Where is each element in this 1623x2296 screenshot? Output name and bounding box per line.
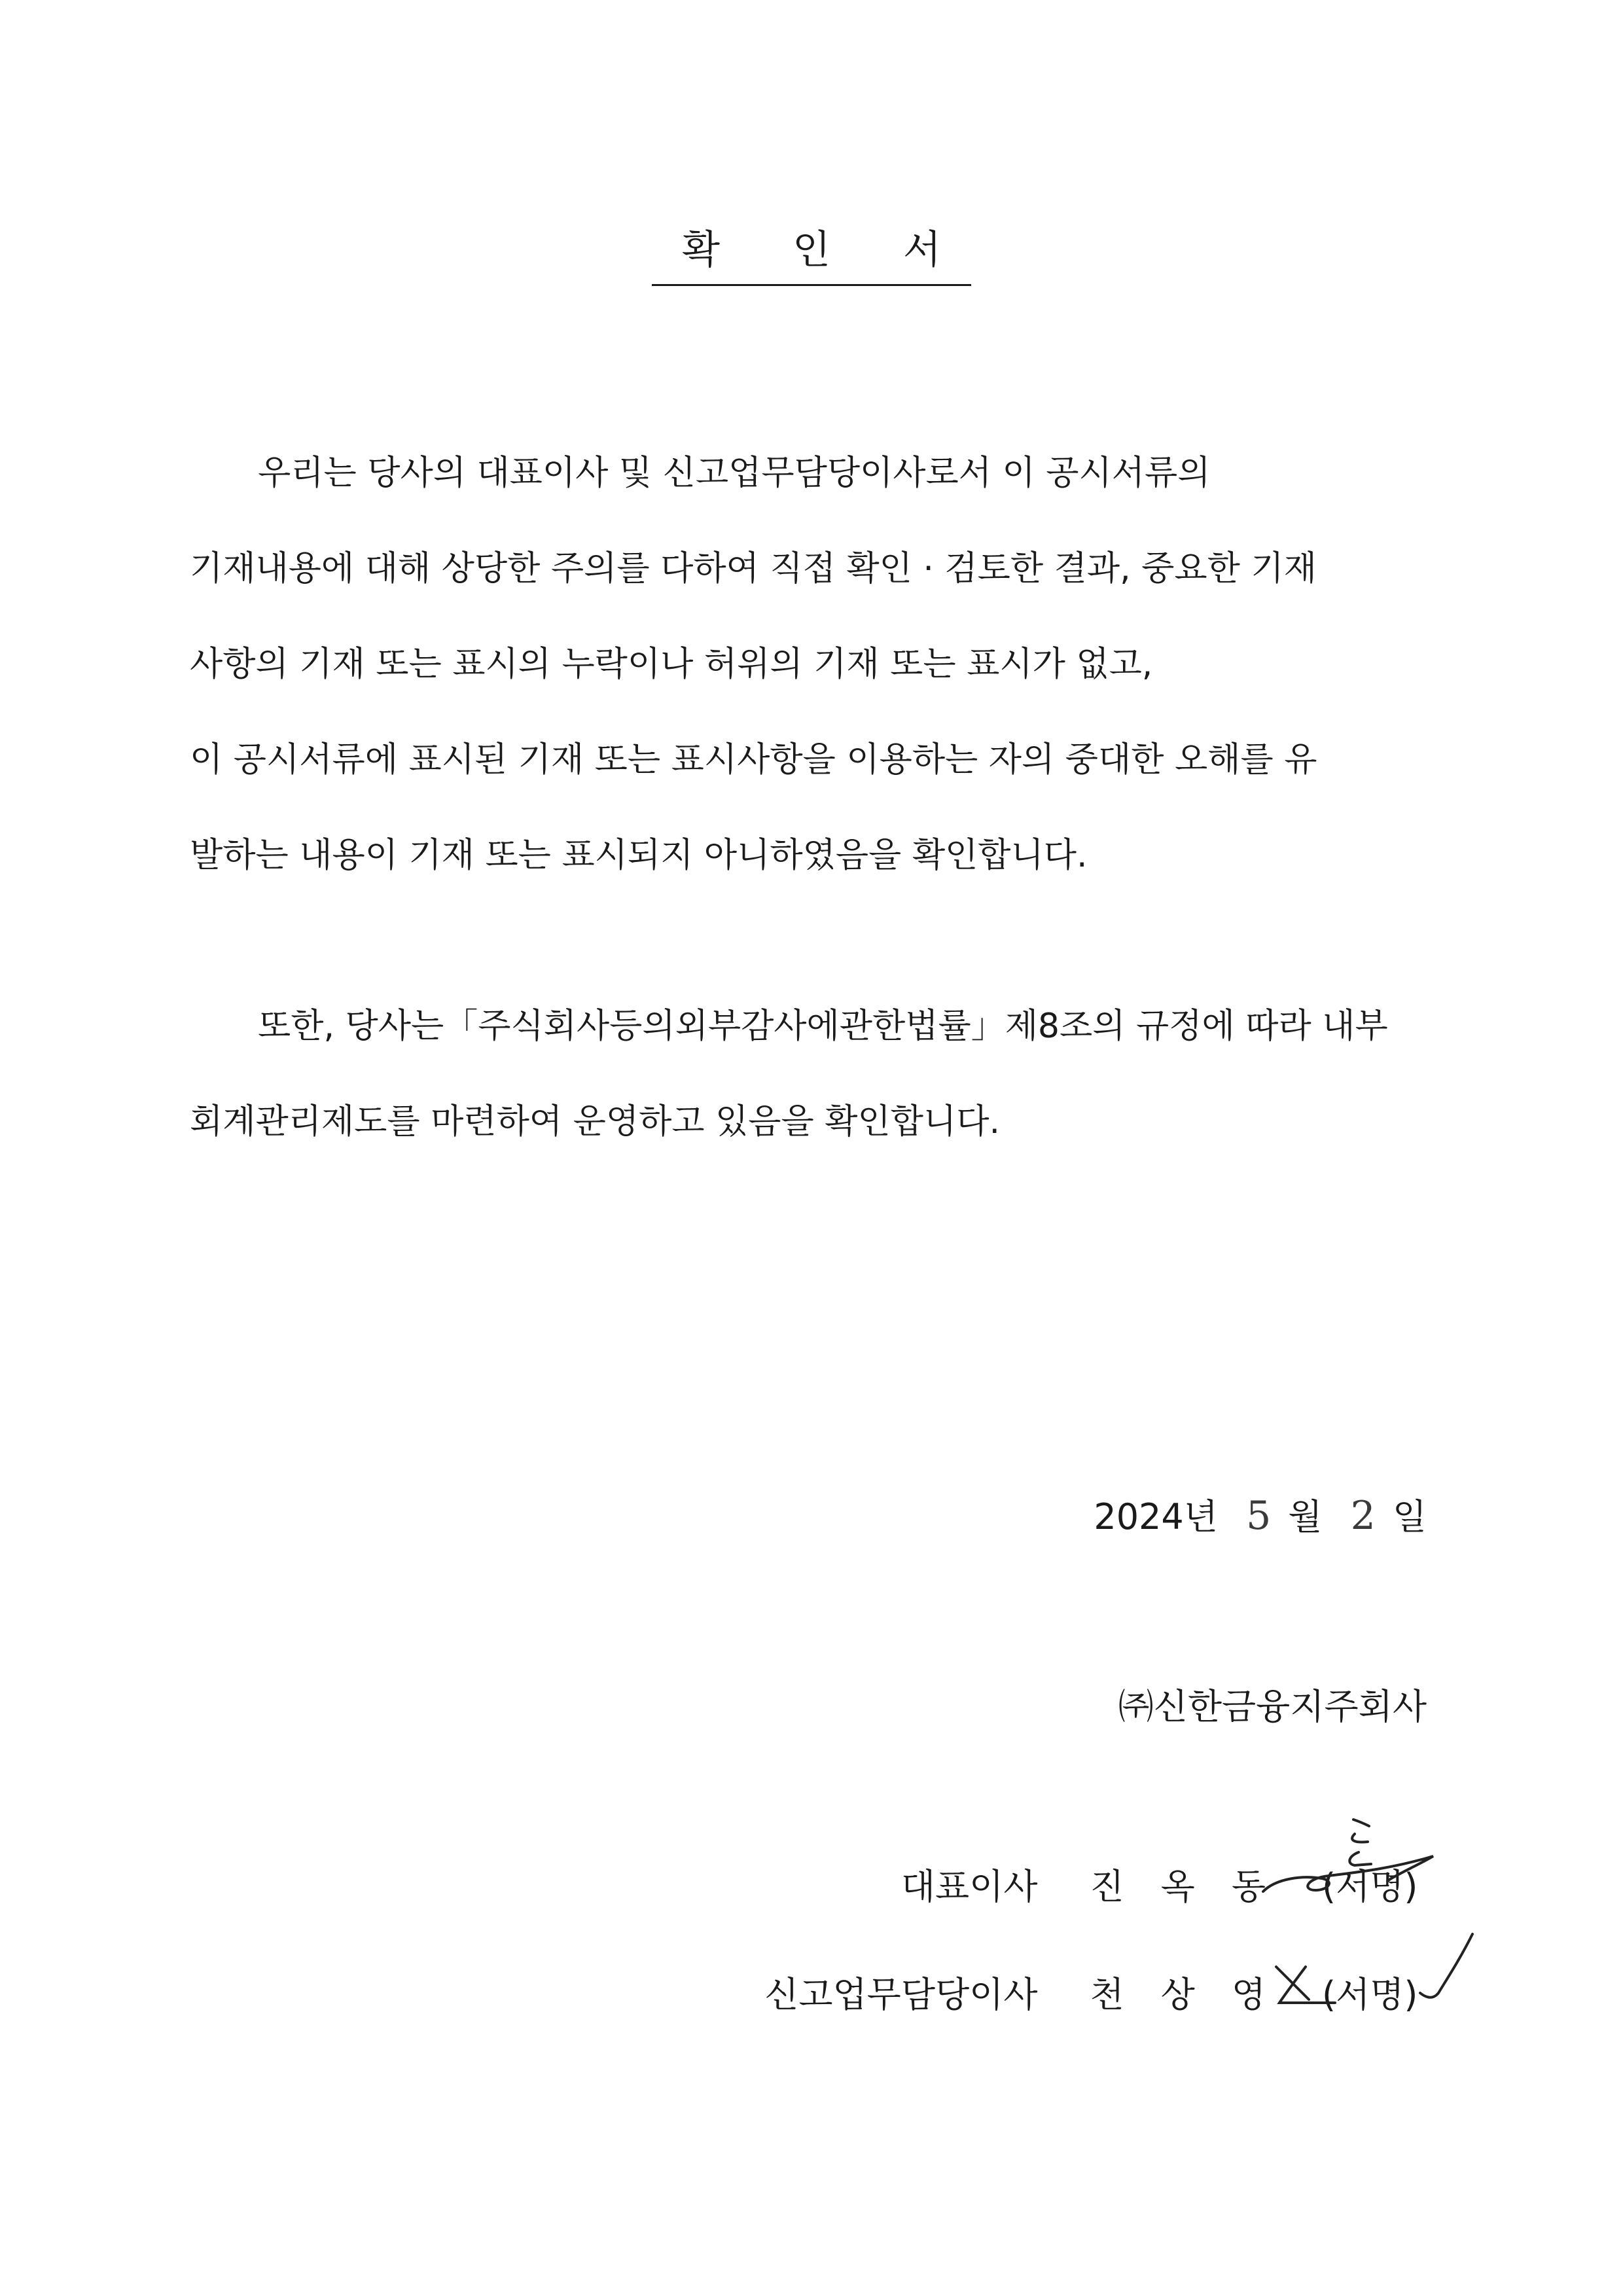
internal-control-paragraph	[190, 978, 1427, 1170]
signature-label-text: (서명)	[1322, 1866, 1418, 1907]
signatory-ceo	[901, 1859, 1420, 1909]
paragraph-line: 기재내용에 대해 상당한 주의를 다하여 직접 확인 · 검토한 결과, 중요한 기재	[190, 549, 1317, 588]
paragraph-line: 우리는 당사의 대표이사 및 신고업무담당이사로서 이 공시서류의	[258, 454, 1211, 493]
signature-label	[1322, 1859, 1420, 1909]
paragraph-line: 사항의 기재 또는 표시의 누락이나 허위의 기재 또는 표시가 없고,	[190, 645, 1153, 684]
signatory-role: 대표이사	[901, 1866, 1038, 1907]
paragraph-line: 회계관리제도를 마련하여 운영하고 있음을 확인합니다.	[190, 1102, 1000, 1141]
signatory-name: 진옥동	[1090, 1866, 1302, 1907]
paragraph-line: 또한, 당사는「주식회사등의외부감사에관한법률」제8조의 규정에 따라 내부	[258, 1007, 1388, 1046]
signature-label	[1322, 1967, 1420, 2017]
signatory-role: 신고업무담당이사	[764, 1974, 1038, 2015]
date-day-unit: 일	[1392, 1496, 1427, 1537]
confirmation-paragraph	[190, 425, 1427, 903]
document-title	[0, 227, 1623, 286]
paragraph-line: 이 공시서류에 표시된 기재 또는 표시사항을 이용하는 자의 중대한 오해를 유	[190, 740, 1317, 780]
signature-label-text: (서명)	[1322, 1974, 1418, 2015]
signatory-name: 천상영	[1090, 1974, 1302, 2015]
date-year: 2024년	[1094, 1496, 1218, 1537]
document-date	[1094, 1492, 1427, 1539]
date-day-handwritten: 2	[1350, 1493, 1376, 1539]
date-month-unit: 월	[1288, 1496, 1323, 1537]
date-month-handwritten: 5	[1246, 1493, 1272, 1539]
paragraph-line: 발하는 내용이 기재 또는 표시되지 아니하였음을 확인합니다.	[190, 836, 1088, 875]
document-title-text: 확 인 서	[652, 230, 971, 286]
company-name: ㈜신한금융지주회사	[1118, 1686, 1427, 1727]
signatory-disclosure-officer	[764, 1967, 1420, 2017]
